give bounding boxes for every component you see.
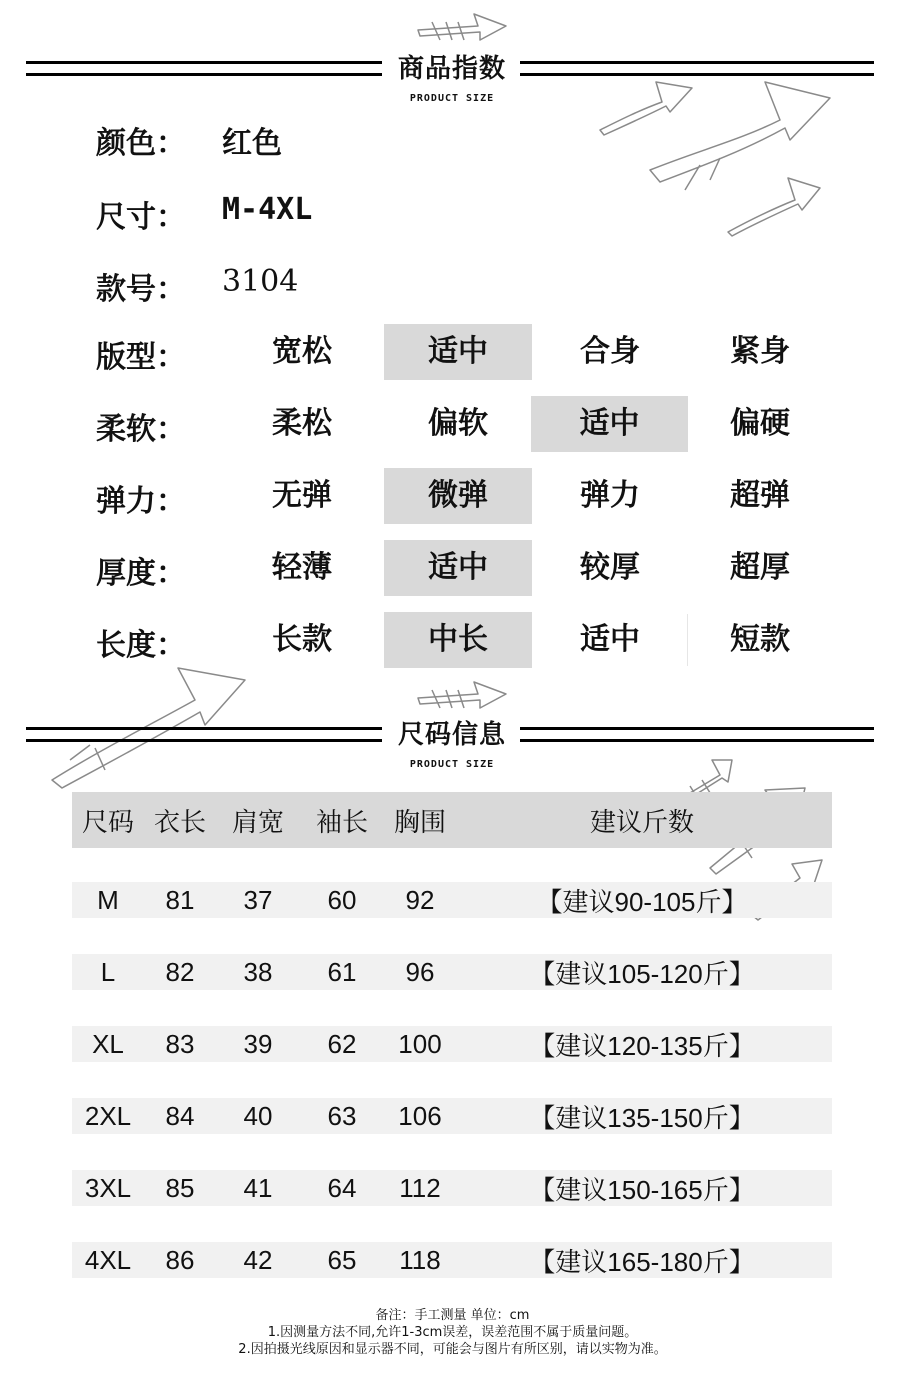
cell-size: 2XL: [84, 1100, 132, 1131]
index-option: 宽松: [272, 334, 332, 369]
index-label: 弹力：: [96, 484, 186, 519]
index-option: 弹力: [580, 478, 640, 513]
header-rule-left: [26, 727, 382, 742]
cell-weight: 【建议135-150斤】: [529, 1102, 755, 1133]
footer-notes: [0, 1307, 905, 1358]
index-option-selected: 适中: [531, 396, 688, 452]
index-option: 偏硬: [730, 406, 790, 441]
cell-chest: 106: [398, 1100, 442, 1131]
size-value: M-4XL: [222, 192, 313, 227]
arrow-icon: [418, 14, 506, 40]
cell-chest: 112: [399, 1172, 441, 1203]
style-no-value: 3104: [222, 264, 299, 299]
index-option-selected: 适中: [384, 540, 532, 596]
index-option-selected: 中长: [384, 612, 532, 668]
cell-chest: 92: [405, 884, 435, 915]
index-label: 厚度：: [96, 556, 186, 591]
index-option: 合身: [580, 334, 640, 369]
table-row: [72, 1170, 832, 1206]
table-row: [72, 882, 832, 918]
size-label: 尺寸：: [96, 200, 186, 235]
index-option: 短款: [730, 622, 790, 657]
cell-length: 81: [165, 884, 195, 915]
arrow-icon: [728, 178, 820, 236]
arrow-icon: [418, 682, 506, 708]
index-option: 超厚: [730, 550, 790, 585]
size-table-header: [72, 792, 832, 848]
note-line: 2.因拍摄光线原因和显示器不同，可能会与图片有所区别，请以实物为准。: [238, 1342, 667, 1357]
arrow-icon: [600, 82, 692, 135]
section-subtitle-size: PRODUCT SIZE: [409, 759, 495, 770]
cell-sleeve: 64: [327, 1172, 357, 1203]
color-label: 颜色：: [96, 126, 186, 161]
cell-length: 86: [165, 1244, 195, 1275]
table-row: [72, 1242, 832, 1278]
header-shoulder: 肩宽: [231, 807, 284, 838]
cell-size: L: [100, 956, 116, 987]
index-label: 版型：: [96, 340, 186, 375]
cell-size: M: [97, 884, 119, 915]
cell-weight: 【建议120-135斤】: [529, 1030, 755, 1061]
cell-length: 82: [165, 956, 195, 987]
header-size: 尺码: [81, 807, 134, 838]
index-option: 轻薄: [272, 550, 332, 585]
header-chest: 胸围: [393, 807, 446, 838]
note-line: 备注：手工测量 单位：cm: [375, 1308, 530, 1323]
index-option-selected: 微弹: [384, 468, 532, 524]
header-length: 衣长: [153, 807, 206, 838]
cell-chest: 100: [398, 1028, 442, 1059]
index-option: 长款: [272, 622, 332, 657]
cell-sleeve: 63: [327, 1100, 357, 1131]
cell-length: 84: [165, 1100, 195, 1131]
color-value: 红色: [222, 126, 282, 161]
index-option: 无弹: [272, 478, 332, 513]
index-row-length: [0, 612, 905, 668]
index-label: 柔软：: [96, 412, 186, 447]
cell-size: XL: [92, 1028, 124, 1059]
cell-chest: 118: [399, 1244, 441, 1275]
header-rule-right: [520, 61, 874, 76]
cell-shoulder: 37: [243, 884, 273, 915]
cell-shoulder: 41: [243, 1172, 273, 1203]
section-title-product: 商品指数: [397, 54, 506, 84]
cell-chest: 96: [405, 956, 435, 987]
index-option: 紧身: [730, 334, 790, 369]
cell-weight: 【建议165-180斤】: [529, 1246, 755, 1277]
header-rule-right: [520, 727, 874, 742]
table-row: [72, 1026, 832, 1062]
cell-length: 83: [165, 1028, 195, 1059]
style-no-label: 款号：: [96, 272, 186, 307]
arrow-icon: [650, 82, 830, 190]
header-rule-left: [26, 61, 382, 76]
index-option: 适中: [580, 622, 640, 657]
cell-sleeve: 60: [327, 884, 357, 915]
note-line: 1.因测量方法不同,允许1-3cm误差，误差范围不属于质量问题。: [267, 1325, 638, 1340]
cell-weight: 【建议90-105斤】: [536, 886, 748, 917]
index-option: 柔松: [272, 406, 332, 441]
index-row-fit: [0, 324, 905, 380]
table-row: [72, 954, 832, 990]
cell-shoulder: 40: [243, 1100, 273, 1131]
cell-sleeve: 61: [327, 956, 357, 987]
index-option: 较厚: [580, 550, 640, 585]
index-option: 超弹: [730, 478, 790, 513]
cell-weight: 【建议105-120斤】: [529, 958, 755, 989]
section-subtitle-product: PRODUCT SIZE: [409, 93, 495, 104]
cell-sleeve: 62: [327, 1028, 357, 1059]
index-row-thickness: [0, 540, 905, 596]
header-weight: 建议斤数: [589, 807, 694, 838]
cell-size: 3XL: [84, 1172, 132, 1203]
cell-length: 85: [165, 1172, 195, 1203]
cell-size: 4XL: [84, 1244, 132, 1275]
index-label: 长度：: [96, 628, 186, 663]
cell-weight: 【建议150-165斤】: [529, 1174, 755, 1205]
cell-shoulder: 42: [243, 1244, 273, 1275]
table-row: [72, 1098, 832, 1134]
section-title-size: 尺码信息: [397, 720, 506, 750]
index-option-selected: 适中: [384, 324, 532, 380]
index-row-softness: [0, 396, 905, 452]
cell-shoulder: 38: [243, 956, 273, 987]
index-option: 偏软: [428, 406, 488, 441]
cell-shoulder: 39: [243, 1028, 273, 1059]
cell-sleeve: 65: [327, 1244, 357, 1275]
header-sleeve: 袖长: [315, 807, 368, 838]
index-row-elasticity: [0, 468, 905, 524]
